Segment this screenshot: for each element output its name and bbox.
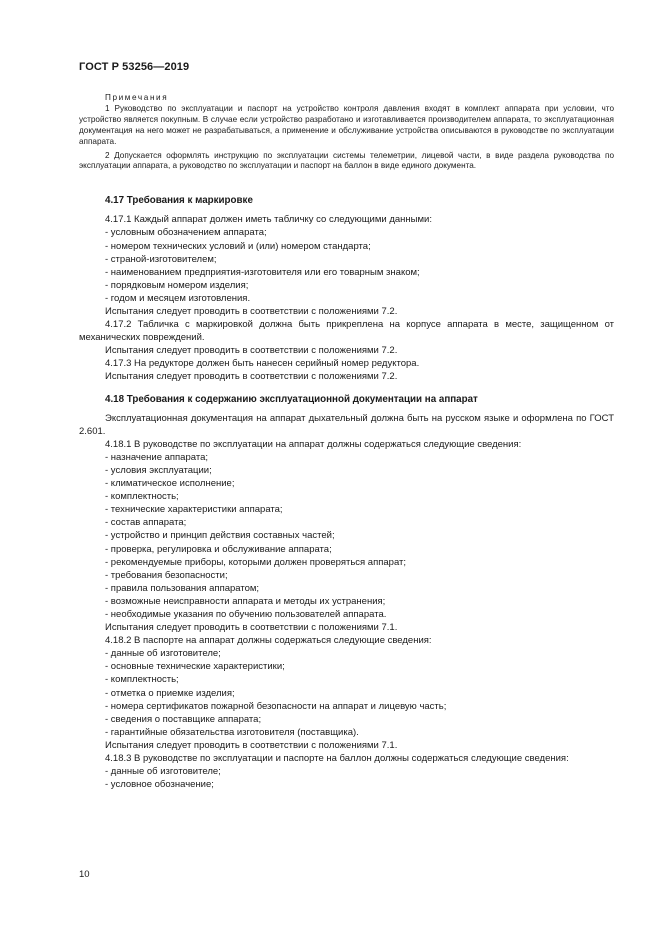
note-paragraph: 2 Допускается оформлять инструкцию по эксплуатации системы телеметрии, лицевой части, в виде раздела руководства по эксплуатации аппарата, а руководство по эксплуатации и паспорт на баллон в виде единого документа. xyxy=(79,150,614,171)
page-content xyxy=(79,93,614,791)
list-item: - условное обозначение; xyxy=(105,779,214,791)
list-item: - условным обозначением аппарата; xyxy=(105,227,267,239)
section-heading: 4.17 Требования к маркировке xyxy=(105,195,253,207)
list-item: - требования безопасности; xyxy=(105,569,228,581)
section-4-18 xyxy=(79,393,614,792)
document-header: ГОСТ Р 53256—2019 xyxy=(79,61,190,73)
list-item: - состав аппарата; xyxy=(105,517,187,529)
marking-list xyxy=(79,226,614,305)
paragraph: 4.18.1 В руководстве по эксплуатации на аппарат должны содержаться следующие сведения: xyxy=(105,438,522,450)
test-reference: Испытания следует проводить в соответствии с положениями 7.2. xyxy=(105,345,398,357)
list-item: - наименованием предприятия-изготовителя или его товарным знаком; xyxy=(105,266,420,278)
list-item: - номера сертификатов пожарной безопасности на аппарат и лицевую часть; xyxy=(105,700,447,712)
cylinder-contents-list xyxy=(79,765,614,791)
test-reference: Испытания следует проводить в соответствии с положениями 7.2. xyxy=(105,306,398,317)
test-reference: Испытания следует проводить в соответствии с положениями 7.2. xyxy=(105,371,398,383)
passport-contents-list xyxy=(79,647,614,739)
list-item: - номером технических условий и (или) номером стандарта; xyxy=(105,240,371,252)
section-heading: 4.18 Требования к содержанию эксплуатационной документации на аппарат xyxy=(105,393,478,405)
list-item: - технические характеристики аппарата; xyxy=(105,504,283,516)
list-item: - данные об изготовителе; xyxy=(105,648,221,660)
paragraph: 4.18.2 В паспорте на аппарат должны содержаться следующие сведения: xyxy=(105,635,432,647)
paragraph: Эксплуатационная документация на аппарат дыхательный должна быть на русском языке и оформлена по ГОСТ 2.601. xyxy=(79,412,614,437)
section-4-17 xyxy=(79,194,614,383)
list-item: - страной-изготовителем; xyxy=(105,253,217,265)
list-item: - годом и месяцем изготовления. xyxy=(105,292,251,304)
paragraph: 4.17.1 Каждый аппарат должен иметь табличку со следующими данными: xyxy=(105,214,432,226)
list-item: - комплектность; xyxy=(105,491,179,503)
test-reference: Испытания следует проводить в соответствии с положениями 7.1. xyxy=(105,622,398,634)
list-item: - климатическое исполнение; xyxy=(105,478,235,490)
list-item: - комплектность; xyxy=(105,674,179,686)
list-item: - назначение аппарата; xyxy=(105,451,208,463)
paragraph: 4.17.3 На редукторе должен быть нанесен серийный номер редуктора. xyxy=(105,358,420,370)
paragraph: 4.17.2 Табличка с маркировкой должна быть прикреплена на корпусе аппарата в месте, защищенном от механических повреждений. xyxy=(79,319,614,344)
test-reference: Испытания следует проводить в соответствии с положениями 7.1. xyxy=(105,739,398,751)
list-item: - возможные неисправности аппарата и методы их устранения; xyxy=(105,595,386,607)
list-item: - гарантийные обязательства изготовителя (поставщика). xyxy=(105,726,359,738)
list-item: - правила пользования аппаратом; xyxy=(105,582,260,594)
notes-title: Примечания xyxy=(105,93,169,102)
list-item: - рекомендуемые приборы, которыми должен проверяться аппарат; xyxy=(105,556,407,568)
list-item: - проверка, регулировка и обслуживание аппарата; xyxy=(105,543,332,555)
list-item: - устройство и принцип действия составных частей; xyxy=(105,530,335,542)
manual-contents-list xyxy=(79,451,614,621)
page-number: 10 xyxy=(79,869,90,880)
note-paragraph: 1 Руководство по эксплуатации и паспорт на устройство контроля давления входят в комплект аппарата при условии, что устройство является покупным. В случае если устройство разработано и изготавливается производителем аппарата, то эксплуатационная документация на него может не разрабатываться, а применение и обслуживание устройства описываются в руководстве по эксплуатации аппарата. xyxy=(79,103,614,146)
list-item: - сведения о поставщике аппарата; xyxy=(105,713,262,725)
list-item: - необходимые указания по обучению пользователей аппарата. xyxy=(105,608,387,620)
list-item: - отметка о приемке изделия; xyxy=(105,687,235,699)
paragraph: 4.18.3 В руководстве по эксплуатации и паспорте на баллон должны содержаться следующие сведения: xyxy=(105,753,569,764)
list-item: - основные технические характеристики; xyxy=(105,661,285,673)
notes-block xyxy=(79,93,614,172)
list-item: - условия эксплуатации; xyxy=(105,464,212,476)
list-item: - данные об изготовителе; xyxy=(105,766,221,778)
list-item: - порядковым номером изделия; xyxy=(105,279,249,291)
